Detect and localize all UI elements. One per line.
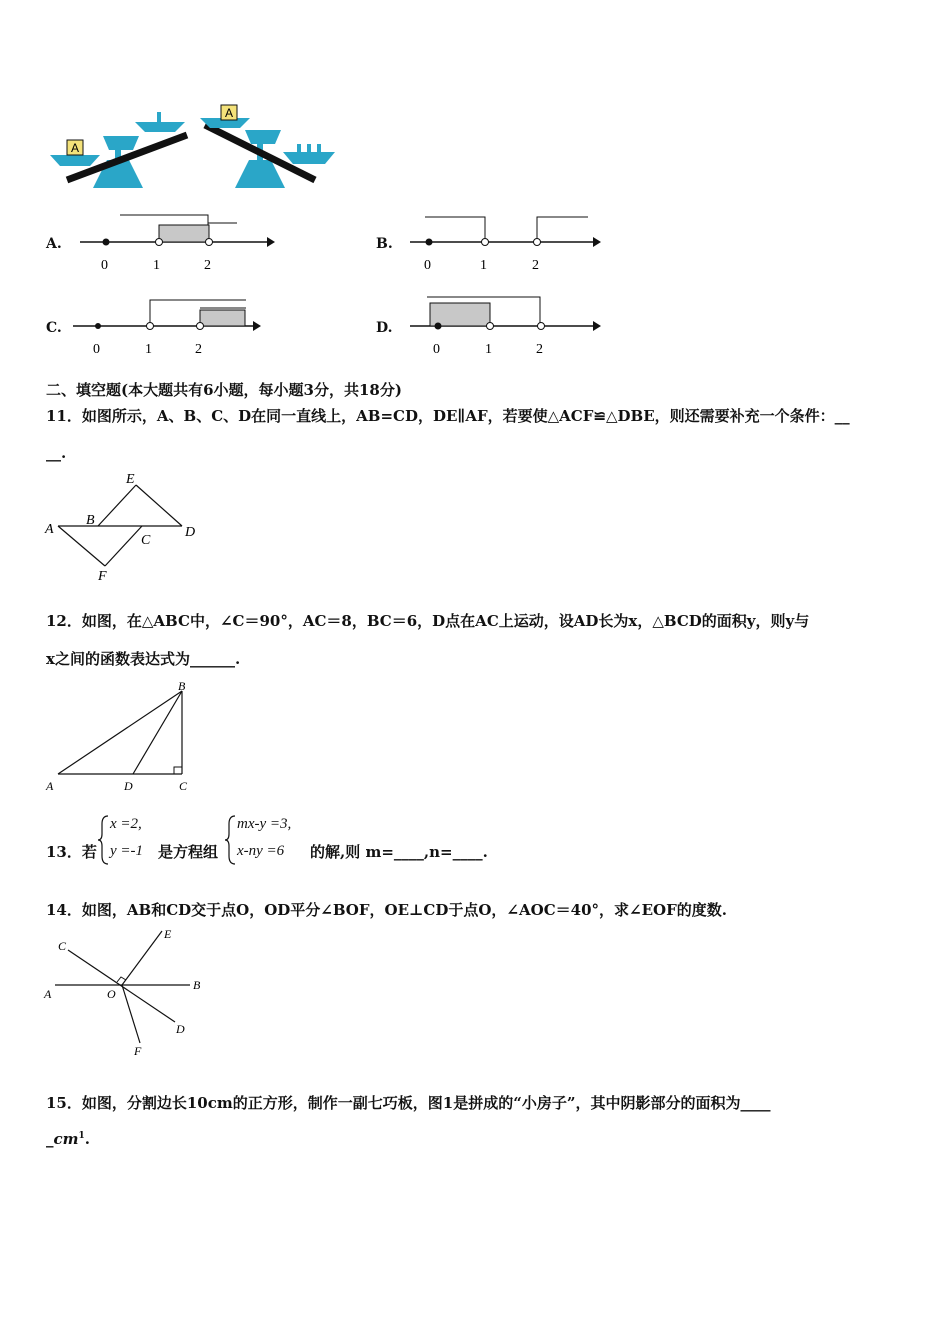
q14-figure <box>40 925 220 1065</box>
tick-0: 0 <box>101 258 108 273</box>
tick-2: 2 <box>195 342 202 357</box>
option-b-label: B. <box>376 236 393 252</box>
tick-2: 2 <box>536 342 543 357</box>
tick-1: 1 <box>145 342 152 357</box>
q12-figure <box>40 676 200 796</box>
option-c-number-line <box>68 290 273 360</box>
option-c-label: C. <box>46 320 62 336</box>
q11-text-line2: __. <box>46 444 67 462</box>
q15-period: . <box>84 1130 91 1148</box>
left-scale <box>50 112 187 188</box>
point-c-label: C <box>58 939 67 953</box>
tick-0: 0 <box>424 258 431 273</box>
q13-system2-eq2: x-ny =6 <box>237 843 285 859</box>
q12-text-line1: 12．如图，在△ABC中，∠C＝90°，AC＝8，BC＝6，D点在AC上运动，设AD长为x，△BCD的面积y，则y与 <box>46 612 810 630</box>
q11-figure <box>40 470 210 585</box>
tick-2: 2 <box>532 258 539 273</box>
point-d-label: D <box>185 525 196 540</box>
point-b-label: B <box>86 513 95 528</box>
option-d-label: D. <box>376 320 393 336</box>
q13-prefix: 13．若 <box>46 843 97 861</box>
point-b-label: B <box>178 679 186 693</box>
tick-0: 0 <box>93 342 100 357</box>
q12-text-line2: x之间的函数表达式为______. <box>46 650 241 668</box>
point-e-label: E <box>126 472 135 487</box>
q13-system1-eq2: y =-1 <box>110 843 144 859</box>
point-c-label: C <box>179 779 188 793</box>
q13-system1-eq1: x =2, <box>110 816 142 832</box>
point-o-label: O <box>107 987 116 1001</box>
tick-1: 1 <box>153 258 160 273</box>
q14-text: 14．如图，AB和CD交于点O，OD平分∠BOF，OE⊥CD于点O，∠AOC＝40°，求∠EOF的度数. <box>46 901 727 919</box>
q13-system2-eq1: mx-y =3, <box>237 816 292 832</box>
q13-suffix: 的解,则 m=____,n=____. <box>310 843 488 861</box>
q15-text-line1: 15．如图，分割边长10cm的正方形，制作一副七巧板，图1是拼成的“小房子”，其中阴影部分的面积为____ <box>46 1094 771 1112</box>
q15-unit-exponent: 1 <box>78 1131 85 1141</box>
tick-1: 1 <box>485 342 492 357</box>
option-a-label: A. <box>46 236 62 252</box>
right-weight-label: A <box>225 106 234 120</box>
point-a-label: A <box>45 522 54 537</box>
point-a-label: A <box>46 779 54 793</box>
tick-1: 1 <box>480 258 487 273</box>
q11-text-line1: 11．如图所示，A、B、C、D在同一直线上，AB=CD，DE∥AF，若要使△ACF≌△DBE，则还需要补充一个条件：__ <box>46 407 850 425</box>
section-heading: 二、填空题(本大题共有6小题，每小题3分，共18分) <box>46 381 402 399</box>
q15-text-line2 <box>46 1130 90 1148</box>
option-b-number-line <box>405 205 610 275</box>
point-f-label: F <box>98 569 107 584</box>
q13-middle: 是方程组 <box>158 843 219 861</box>
left-weight-label: A <box>71 141 80 155</box>
point-a-label: A <box>44 987 52 1001</box>
right-scale <box>200 105 335 188</box>
option-d-number-line <box>405 290 610 360</box>
point-d-label: D <box>176 1022 185 1036</box>
point-e-label: E <box>164 927 172 941</box>
tick-2: 2 <box>204 258 211 273</box>
balance-scale-figure <box>45 100 345 195</box>
q15-unit: _cm <box>46 1130 79 1148</box>
point-c-label: C <box>141 533 151 548</box>
tick-0: 0 <box>433 342 440 357</box>
point-f-label: F <box>134 1044 142 1058</box>
point-b-label: B <box>193 978 201 992</box>
option-a-number-line <box>75 205 280 275</box>
q13-right-brace <box>225 814 237 866</box>
point-d-label: D <box>124 779 133 793</box>
q13-left-brace <box>98 814 110 866</box>
